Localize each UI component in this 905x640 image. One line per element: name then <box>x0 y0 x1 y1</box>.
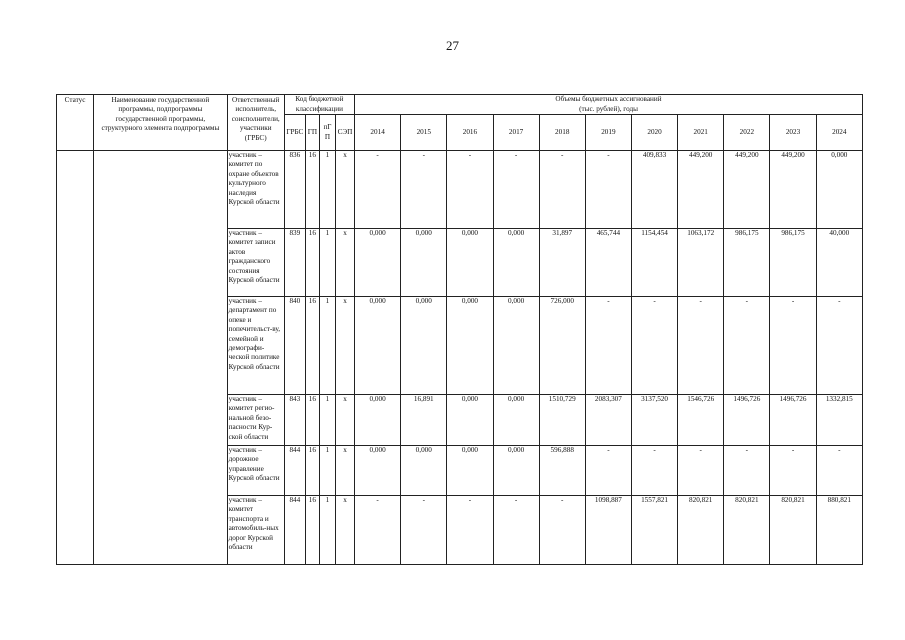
value-cell: 596,888 <box>539 446 585 496</box>
value-cell: - <box>678 297 724 395</box>
pgp-cell: 1 <box>319 395 335 446</box>
grbs-cell: 844 <box>284 446 305 496</box>
value-cell: 0,000 <box>493 229 539 297</box>
value-cell: 1510,729 <box>539 395 585 446</box>
value-cell: 0,000 <box>447 395 493 446</box>
grbs-cell: 840 <box>284 297 305 395</box>
value-cell: 986,175 <box>770 229 816 297</box>
value-cell: - <box>585 297 631 395</box>
program-name-cell <box>94 151 227 565</box>
value-cell: - <box>585 151 631 229</box>
header-code-grbs: ГРБС <box>284 115 305 151</box>
value-cell: 0,000 <box>401 229 447 297</box>
budget-table <box>56 94 863 565</box>
header-year: 2015 <box>401 115 447 151</box>
header-volumes-unit: (тыс. рублей), годы <box>579 104 638 113</box>
grbs-cell: 836 <box>284 151 305 229</box>
participant-cell: участник – департамент по опеке и попечительст-ву, семейной и демографи-ческой политике Курской области <box>227 297 284 395</box>
header-code-pgp: пГП <box>319 115 335 151</box>
value-cell: 986,175 <box>724 229 770 297</box>
participant-cell: участник – комитет транспорта и автомобиль-ных дорог Курской области <box>227 496 284 565</box>
value-cell: 0,000 <box>816 151 862 229</box>
value-cell: 726,000 <box>539 297 585 395</box>
header-year: 2020 <box>631 115 677 151</box>
table-body <box>57 151 863 565</box>
value-cell: 449,200 <box>770 151 816 229</box>
sep-cell: х <box>335 151 354 229</box>
participant-cell: участник – комитет записи актов гражданского состояния Курской области <box>227 229 284 297</box>
value-cell: 880,821 <box>816 496 862 565</box>
value-cell: 40,000 <box>816 229 862 297</box>
value-cell: - <box>816 297 862 395</box>
participant-cell: участник – дорожное управление Курской области <box>227 446 284 496</box>
value-cell: 1098,887 <box>585 496 631 565</box>
grbs-cell: 843 <box>284 395 305 446</box>
value-cell: 0,000 <box>401 446 447 496</box>
header-year: 2017 <box>493 115 539 151</box>
value-cell: 0,000 <box>493 297 539 395</box>
value-cell: 1063,172 <box>678 229 724 297</box>
sep-cell: х <box>335 395 354 446</box>
value-cell: - <box>401 496 447 565</box>
participant-cell: участник – комитет регио-нальной безо-пасности Кур-ской области <box>227 395 284 446</box>
value-cell: - <box>447 151 493 229</box>
value-cell: 465,744 <box>585 229 631 297</box>
gp-cell: 16 <box>305 229 319 297</box>
value-cell: 3137,520 <box>631 395 677 446</box>
header-volumes-title: Объемы бюджетных ассигнований <box>555 95 662 104</box>
value-cell: 0,000 <box>355 229 401 297</box>
value-cell: - <box>539 496 585 565</box>
value-cell: 1557,821 <box>631 496 677 565</box>
value-cell: 449,200 <box>724 151 770 229</box>
value-cell: - <box>401 151 447 229</box>
header-status: Статус <box>57 95 94 151</box>
grbs-cell: 839 <box>284 229 305 297</box>
value-cell: 0,000 <box>355 297 401 395</box>
value-cell: 0,000 <box>447 297 493 395</box>
value-cell: 820,821 <box>724 496 770 565</box>
gp-cell: 16 <box>305 297 319 395</box>
value-cell: - <box>631 446 677 496</box>
value-cell: - <box>355 151 401 229</box>
value-cell: 1496,726 <box>770 395 816 446</box>
header-year: 2018 <box>539 115 585 151</box>
value-cell: - <box>724 297 770 395</box>
value-cell: - <box>493 496 539 565</box>
sep-cell: х <box>335 496 354 565</box>
value-cell: 0,000 <box>401 297 447 395</box>
header-year: 2019 <box>585 115 631 151</box>
status-cell <box>57 151 94 565</box>
value-cell: 820,821 <box>678 496 724 565</box>
value-cell: 1332,815 <box>816 395 862 446</box>
table-row <box>57 151 863 229</box>
value-cell: 0,000 <box>447 446 493 496</box>
value-cell: - <box>539 151 585 229</box>
value-cell: - <box>724 446 770 496</box>
sep-cell: х <box>335 297 354 395</box>
value-cell: 0,000 <box>447 229 493 297</box>
value-cell: 449,200 <box>678 151 724 229</box>
page-number: 27 <box>446 38 459 53</box>
pgp-cell: 1 <box>319 297 335 395</box>
grbs-cell: 844 <box>284 496 305 565</box>
value-cell: - <box>585 446 631 496</box>
value-cell: 2083,307 <box>585 395 631 446</box>
participant-cell: участник – комитет по охране объектов культурного наследия Курской области <box>227 151 284 229</box>
value-cell: 16,891 <box>401 395 447 446</box>
header-year: 2021 <box>678 115 724 151</box>
gp-cell: 16 <box>305 395 319 446</box>
value-cell: 0,000 <box>493 446 539 496</box>
header-budget-code: Код бюджетной классификации <box>284 95 354 115</box>
pgp-cell: 1 <box>319 446 335 496</box>
value-cell: 0,000 <box>493 395 539 446</box>
value-cell: 0,000 <box>355 395 401 446</box>
value-cell: - <box>816 446 862 496</box>
header-name: Наименование государственной программы, подпрограммы государственной программы, структурного элемента подпрограммы <box>94 95 227 151</box>
header-code-sep: СЭП <box>335 115 354 151</box>
pgp-cell: 1 <box>319 229 335 297</box>
header-year: 2023 <box>770 115 816 151</box>
header-year: 2024 <box>816 115 862 151</box>
value-cell: 0,000 <box>355 446 401 496</box>
sep-cell: х <box>335 229 354 297</box>
value-cell: - <box>493 151 539 229</box>
value-cell: 1154,454 <box>631 229 677 297</box>
header-year: 2016 <box>447 115 493 151</box>
header-year: 2014 <box>355 115 401 151</box>
value-cell: - <box>770 446 816 496</box>
value-cell: 409,833 <box>631 151 677 229</box>
gp-cell: 16 <box>305 446 319 496</box>
value-cell: - <box>631 297 677 395</box>
value-cell: - <box>770 297 816 395</box>
value-cell: 1546,726 <box>678 395 724 446</box>
value-cell: 31,897 <box>539 229 585 297</box>
gp-cell: 16 <box>305 496 319 565</box>
value-cell: - <box>678 446 724 496</box>
value-cell: 820,821 <box>770 496 816 565</box>
pgp-cell: 1 <box>319 496 335 565</box>
header-responsible: Ответственный исполнитель, соисполнители, участники (ГРБС) <box>227 95 284 151</box>
value-cell: - <box>447 496 493 565</box>
sep-cell: х <box>335 446 354 496</box>
header-volumes <box>355 95 863 115</box>
header-code-gp: ГП <box>305 115 319 151</box>
header-row-top <box>57 95 863 115</box>
value-cell: 1496,726 <box>724 395 770 446</box>
pgp-cell: 1 <box>319 151 335 229</box>
header-year: 2022 <box>724 115 770 151</box>
gp-cell: 16 <box>305 151 319 229</box>
value-cell: - <box>355 496 401 565</box>
